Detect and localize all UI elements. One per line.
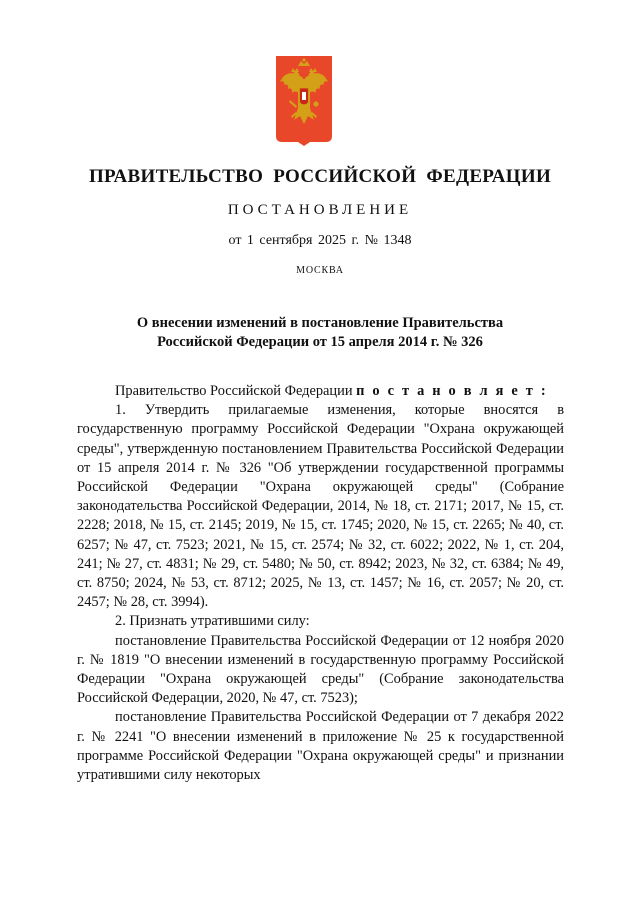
decree-heading — [0, 314, 640, 352]
paragraph-2: 2. Признать утратившими силу: — [115, 613, 310, 630]
intro-paragraph — [77, 382, 564, 401]
city-name: МОСКВА — [296, 265, 344, 276]
coat-of-arms-icon — [276, 56, 332, 146]
paragraph-1: 1. Утвердить прилагаемые изменения, которые вносятся в государственную программу Российской Федерации "Охрана окружающей среды", утвержденную постановлением Правительства Российской Федерации от 15 апреля 2014 г. № 326 "Об утверждении государственной программы Российской Федерации "Охрана окружающей среды" (Собрание законодательства Российской Федерации, 2014, № 18, ст. 2171; 2017, № 15, ст. 2228; 2018, № 15, ст. 2145; 2019, № 15, ст. 1745; 2020, № 15, ст. 2265; № 40, ст. 6257; № 47, ст. 7523; 2021, № 15, ст. 2574; № 32, ст. 6022; 2022, № 1, ст. 204, 241; № 27, ст. 4831; № 29, ст. 5480; № 50, ст. 8942; 2023, № 32, ст. 6384; № 49, ст. 8750; 2024, № 53, ст. 8712; 2025, № 13, ст. 1457; № 16, ст. 2057; № 20, ст. 2457; № 28, ст. 3994). — [77, 402, 564, 611]
paragraph-3: постановление Правительства Российской Федерации от 12 ноября 2020 г. № 1819 "О внесении изменений в государственную программу Российской Федерации "Охрана окружающей среды" (Собрание законодательства Российской Федерации, 2020, № 47, ст. 7523); — [77, 632, 564, 707]
paragraph-4: постановление Правительства Российской Федерации от 7 декабря 2022 г. № 2241 "О внесении изменений в приложение № 25 к государственной программе Российской Федерации "Охрана окружающей среды" и признании утратившими силу некоторых — [77, 709, 564, 784]
intro-text: Правительство Российской Федерации — [115, 383, 357, 399]
decree-heading-line-2: Российской Федерации от 15 апреля 2014 г. № 326 — [157, 334, 483, 350]
document-type: ПОСТАНОВЛЕНИЕ — [227, 202, 413, 218]
intro-keyword: п о с т а н о в л я е т : — [356, 383, 548, 399]
decree-body — [77, 382, 564, 785]
decree-heading-line-1: О внесении изменений в постановление Правительства — [136, 315, 504, 331]
decree-date-number: от 1 сентября 2025 г. № 1348 — [228, 233, 412, 248]
government-title: ПРАВИТЕЛЬСТВО РОССИЙСКОЙ ФЕДЕРАЦИИ — [88, 166, 552, 187]
